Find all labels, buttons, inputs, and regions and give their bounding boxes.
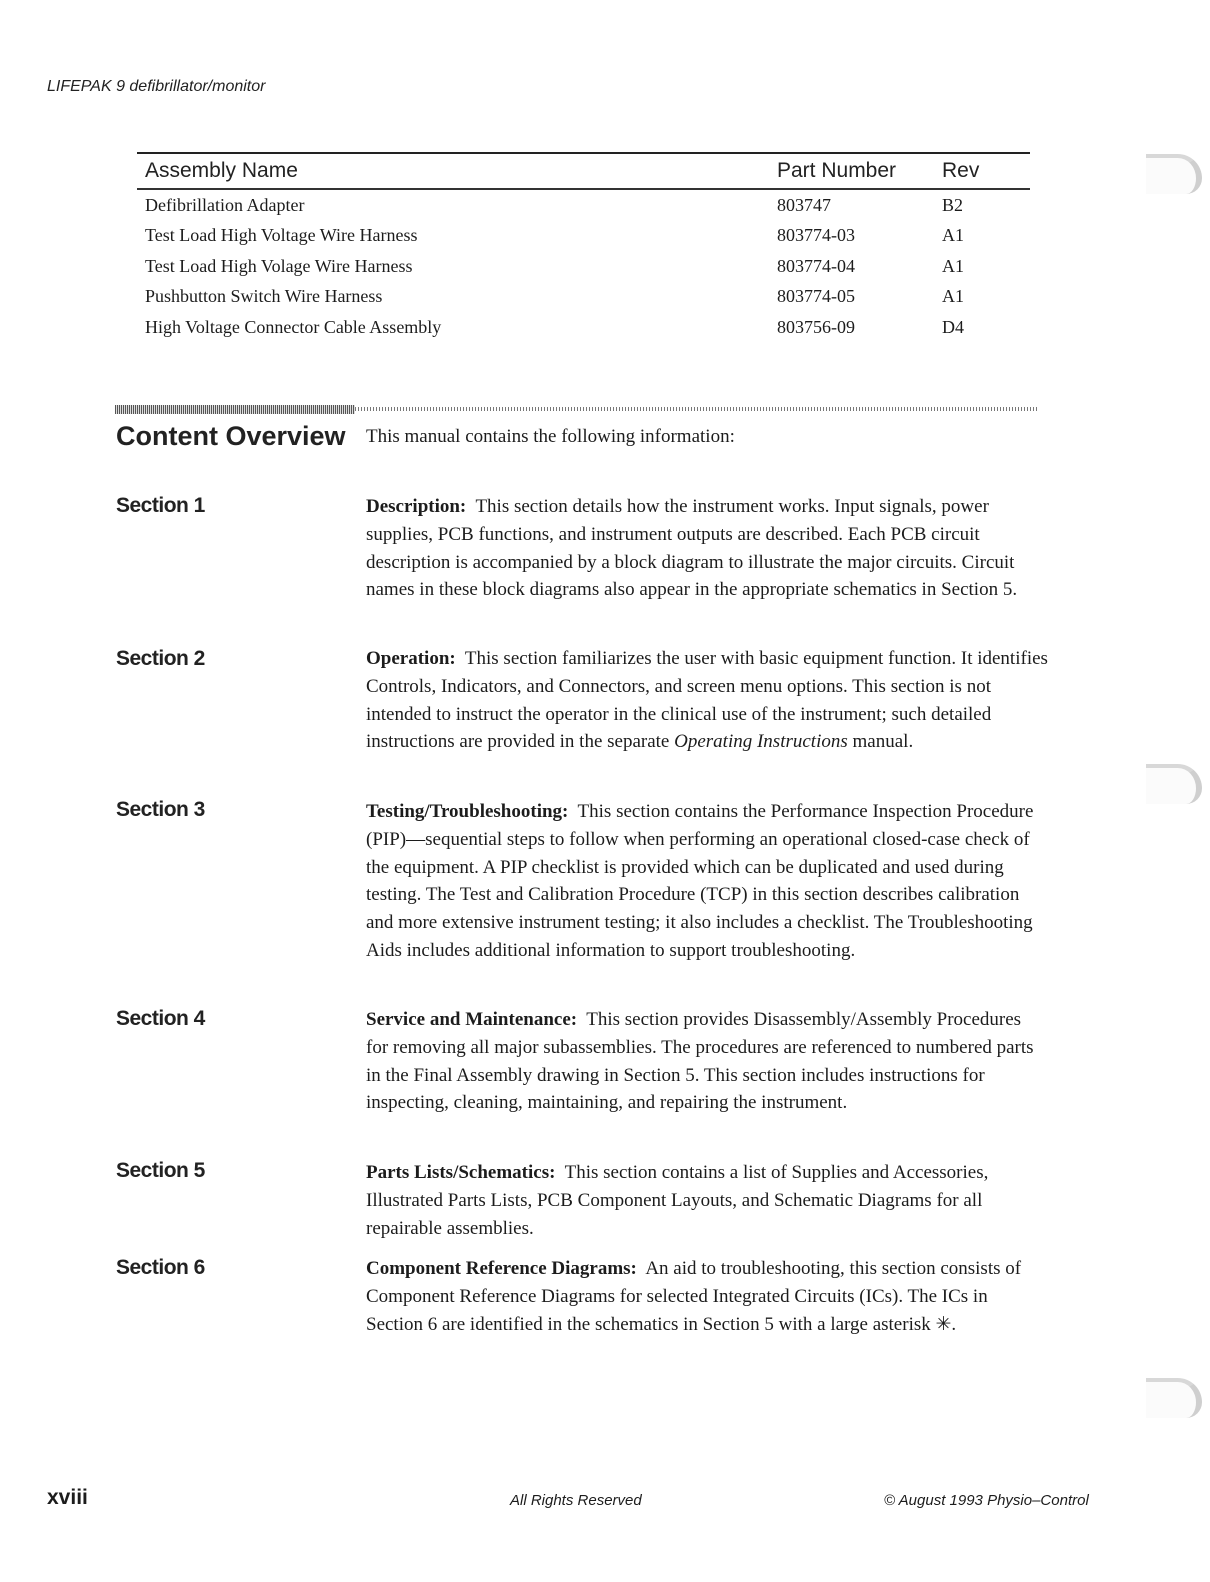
section-heading: Service and Maintenance: (366, 1009, 578, 1030)
section-body: This section familiarizes the user with basic equipment function. It identifies Controls, Indicators, and Connectors, and screen menu options. This section is not intended to instruct the operator in the clinical use of the instrument; such detailed instructions are provided in the separate (366, 648, 1048, 753)
table-row (137, 221, 1030, 252)
section-body-tail: manual. (852, 731, 914, 753)
assembly-name-cell: Test Load High Voltage Wire Harness (145, 225, 418, 246)
content-overview-title: Content Overview (116, 421, 346, 451)
punch-hole-shadow (1146, 764, 1202, 804)
section-heading: Parts Lists/Schematics: (366, 1162, 556, 1183)
table-row (137, 190, 1030, 221)
column-header-part-number: Part Number (777, 159, 897, 182)
section-label: Section 4 (116, 1007, 205, 1030)
section-italic-title: Operating Instructions (674, 731, 848, 753)
section-body: This section contains a list of Supplies and Accessories, Illustrated Parts Lists, PCB Component Layouts, and Schematic Diagrams for all repairable assemblies. (366, 1162, 989, 1239)
running-header: LIFEPAK 9 defibrillator/monitor (47, 78, 266, 95)
table-row (137, 251, 1030, 282)
part-number-cell: 803747 (777, 194, 831, 215)
assembly-name-cell: Pushbutton Switch Wire Harness (145, 286, 383, 307)
assembly-name-cell: High Voltage Connector Cable Assembly (145, 316, 442, 337)
section-body: This section provides Disassembly/Assembly Procedures for removing all major subassemblies. The procedures are referenced to numbered parts in the Final Assembly drawing in Section 5. This section includes instructions for inspecting, cleaning, maintaining, and repairing the instrument. (366, 1009, 1034, 1114)
part-number-cell: 803756-09 (777, 316, 855, 337)
page-number: xviii (47, 1486, 88, 1509)
section-rule-heavy (115, 405, 355, 414)
section-body: An aid to troubleshooting, this section consists of Component Reference Diagrams for selected Integrated Circuits (ICs). The ICs in Section 6 are identified in the schematics in Section 5 with a large asterisk ✳. (366, 1258, 1022, 1335)
part-number-cell: 803774-05 (777, 286, 855, 307)
footer-rights: All Rights Reserved (510, 1492, 642, 1509)
table-row (137, 312, 1030, 343)
column-header-assembly-name: Assembly Name (145, 159, 298, 182)
section-label: Section 3 (116, 798, 205, 821)
table-row (137, 282, 1030, 313)
assembly-name-cell: Test Load High Volage Wire Harness (145, 255, 413, 276)
table-header-row (137, 154, 1030, 190)
footer-copyright: © August 1993 Physio–Control (884, 1492, 1089, 1509)
section-description (366, 798, 1046, 965)
punch-hole-shadow (1146, 1378, 1202, 1418)
section-body: This section contains the Performance Inspection Procedure (PIP)—sequential steps to follow when performing an operational closed-case check of the equipment. A PIP checklist is provided which can be duplicated and used during testing. The Test and Calibration Procedure (TCP) in this section describes calibration and more extensive instrument testing; it also includes a checklist. The Troubleshooting Aids includes additional information to support troubleshooting. (366, 801, 1034, 961)
rev-cell: A1 (942, 255, 964, 276)
rev-cell: B2 (942, 194, 964, 215)
section-label: Section 1 (116, 494, 205, 517)
part-number-cell: 803774-04 (777, 255, 855, 276)
section-label: Section 2 (116, 647, 205, 670)
section-rule-light (355, 407, 1037, 411)
section-description (366, 1159, 1056, 1242)
assembly-table (137, 152, 1030, 343)
section-description (366, 645, 1056, 756)
assembly-name-cell: Defibrillation Adapter (145, 194, 305, 215)
section-label: Section 5 (116, 1159, 205, 1182)
part-number-cell: 803774-03 (777, 225, 855, 246)
section-heading: Description: (366, 496, 467, 517)
section-description (366, 1006, 1046, 1117)
content-overview-intro: This manual contains the following information: (366, 426, 735, 447)
rev-cell: A1 (942, 225, 964, 246)
section-body: This section details how the instrument works. Input signals, power supplies, PCB functions, and instrument outputs are described. Each PCB circuit description is accompanied by a block diagram to illustrate the major circuits. Circuit names in these block diagrams also appear in the appropriate schematics in Section 5. (366, 496, 1018, 601)
section-description (366, 1255, 1046, 1338)
section-heading: Component Reference Diagrams: (366, 1258, 637, 1279)
section-heading: Operation: (366, 648, 456, 669)
column-header-rev: Rev (942, 159, 980, 182)
rev-cell: A1 (942, 286, 964, 307)
section-label: Section 6 (116, 1256, 205, 1279)
section-heading: Testing/Troubleshooting: (366, 801, 569, 822)
rev-cell: D4 (942, 316, 964, 337)
section-description (366, 493, 1046, 604)
punch-hole-shadow (1146, 154, 1202, 194)
